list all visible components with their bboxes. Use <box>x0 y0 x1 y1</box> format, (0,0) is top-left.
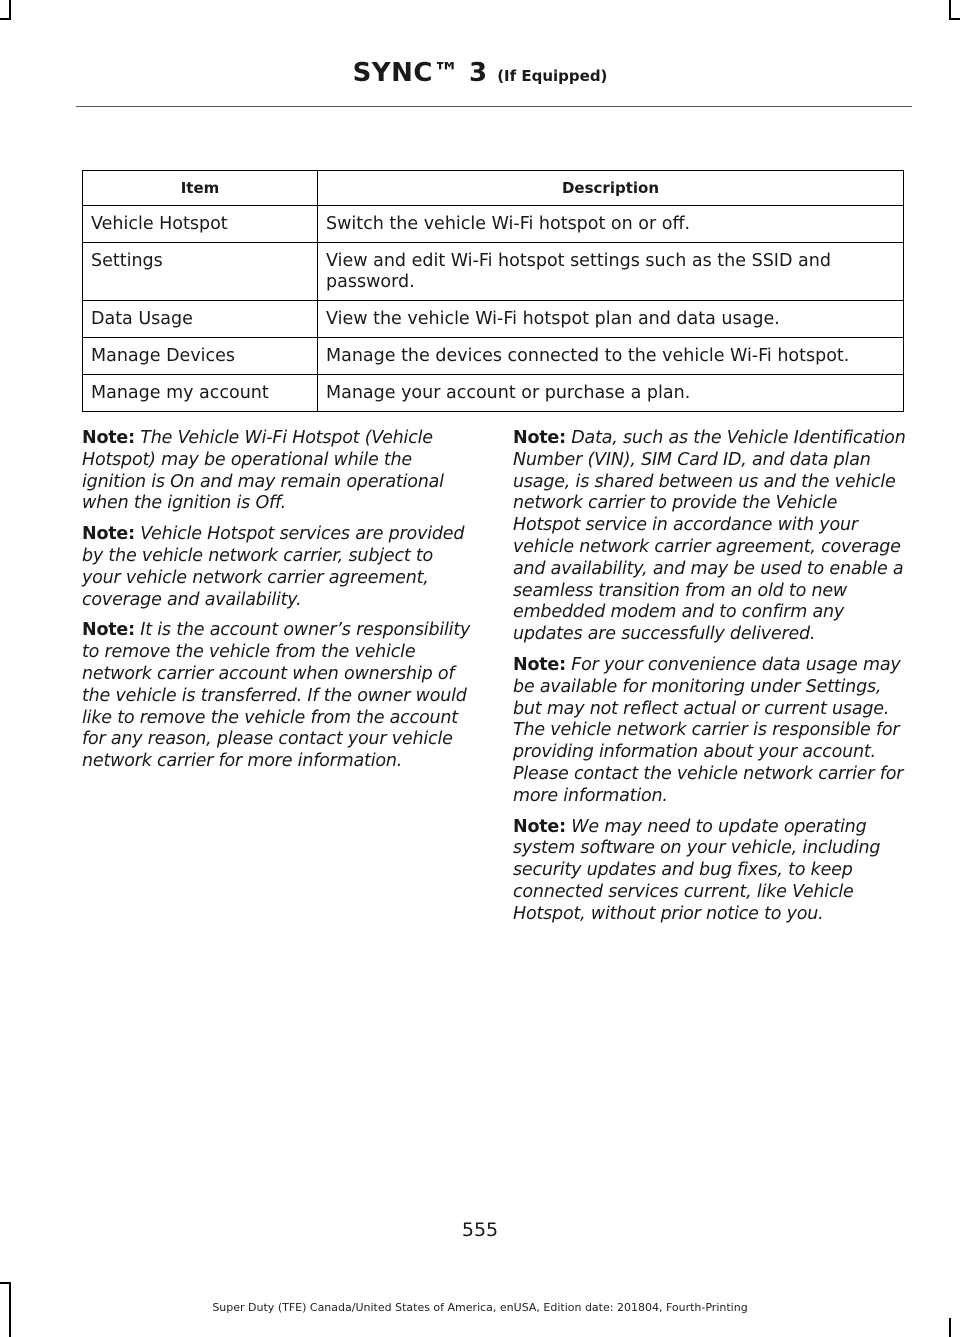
footer-edition-info: Super Duty (TFE) Canada/United States of America, enUSA, Edition date: 201804, Fourth-Printing <box>212 1301 748 1314</box>
table-cell-description: View the vehicle Wi-Fi hotspot plan and data usage. <box>318 301 904 338</box>
left-column-notes <box>82 428 476 782</box>
crop-mark <box>9 0 11 18</box>
note-paragraph <box>82 620 476 773</box>
note-label: Note: <box>513 428 566 448</box>
note-label: Note: <box>82 428 135 448</box>
table-cell-description: Switch the vehicle Wi-Fi hotspot on or off. <box>318 206 904 243</box>
page-title-main: SYNC™ 3 <box>352 58 488 88</box>
table-header-row <box>83 171 904 206</box>
crop-mark <box>949 18 960 20</box>
table-row <box>83 206 904 243</box>
note-label: Note: <box>82 524 135 545</box>
note-text: For your convenience data usage may be available for monitoring under Settings, but may not reflect actual or current usage. The vehicle network carrier is responsible for providing information about your account. Please contact the vehicle network carrier for more information. <box>513 654 904 806</box>
note-text: We may need to update operating system software on your vehicle, including security updates and bug fixes, to keep connected services current, like Vehicle Hotspot, without prior notice to you. <box>513 816 881 924</box>
column-header-item: Item <box>83 171 318 206</box>
note-label: Note: <box>513 654 566 675</box>
table-row <box>83 338 904 375</box>
table-cell-description: View and edit Wi-Fi hotspot settings such as the SSID and password. <box>318 243 904 301</box>
table-row <box>83 243 904 301</box>
table-cell-description: Manage the devices connected to the vehicle Wi-Fi hotspot. <box>318 338 904 375</box>
note-text: Vehicle Hotspot services are provided by the vehicle network carrier, subject to your vehicle network carrier agreement, coverage and availability. <box>82 524 465 610</box>
note-text: Data, such as the Vehicle Identification Number (VIN), SIM Card ID, and data plan usage, is shared between us and the vehicle network carrier to provide the Vehicle Hotspot service in accordance with your vehicle network carrier agreement, coverage and availability, and may be used to enable a seamless transition from an old to new embedded modem and to confirm any updates are successfully delivered. <box>513 428 906 645</box>
note-paragraph <box>513 428 907 646</box>
column-header-description: Description <box>318 171 904 206</box>
right-column-notes <box>513 428 907 935</box>
note-paragraph <box>82 524 476 611</box>
crop-mark <box>0 1282 11 1284</box>
table-cell-item: Vehicle Hotspot <box>83 206 318 243</box>
note-paragraph <box>513 655 907 808</box>
table-cell-description: Manage your account or purchase a plan. <box>318 375 904 412</box>
crop-mark <box>949 0 951 18</box>
note-text: The Vehicle Wi-Fi Hotspot (Vehicle Hotspot) may be operational while the ignition is On and may remain operational when the ignition is Off. <box>82 428 444 514</box>
header-divider <box>76 106 912 107</box>
note-label: Note: <box>82 620 135 641</box>
table-row <box>83 301 904 338</box>
note-text: It is the account owner’s responsibility to remove the vehicle from the vehicle network carrier account when ownership of the vehicle is transferred. If the owner would like to remove the vehicle from the account for any reason, please contact your vehicle network carrier for more information. <box>82 620 471 772</box>
note-paragraph <box>513 817 907 926</box>
table-cell-item: Data Usage <box>83 301 318 338</box>
table-row <box>83 375 904 412</box>
table-cell-item: Manage Devices <box>83 338 318 375</box>
table-cell-item: Settings <box>83 243 318 301</box>
hotspot-items-table <box>82 170 904 412</box>
note-label: Note: <box>513 816 566 837</box>
page-title <box>0 58 960 88</box>
page-title-subtitle: (If Equipped) <box>497 67 608 85</box>
note-paragraph <box>82 428 476 515</box>
page-number: 555 <box>461 1219 499 1241</box>
table-cell-item: Manage my account <box>83 375 318 412</box>
crop-mark <box>949 1318 951 1337</box>
crop-mark <box>0 18 11 20</box>
